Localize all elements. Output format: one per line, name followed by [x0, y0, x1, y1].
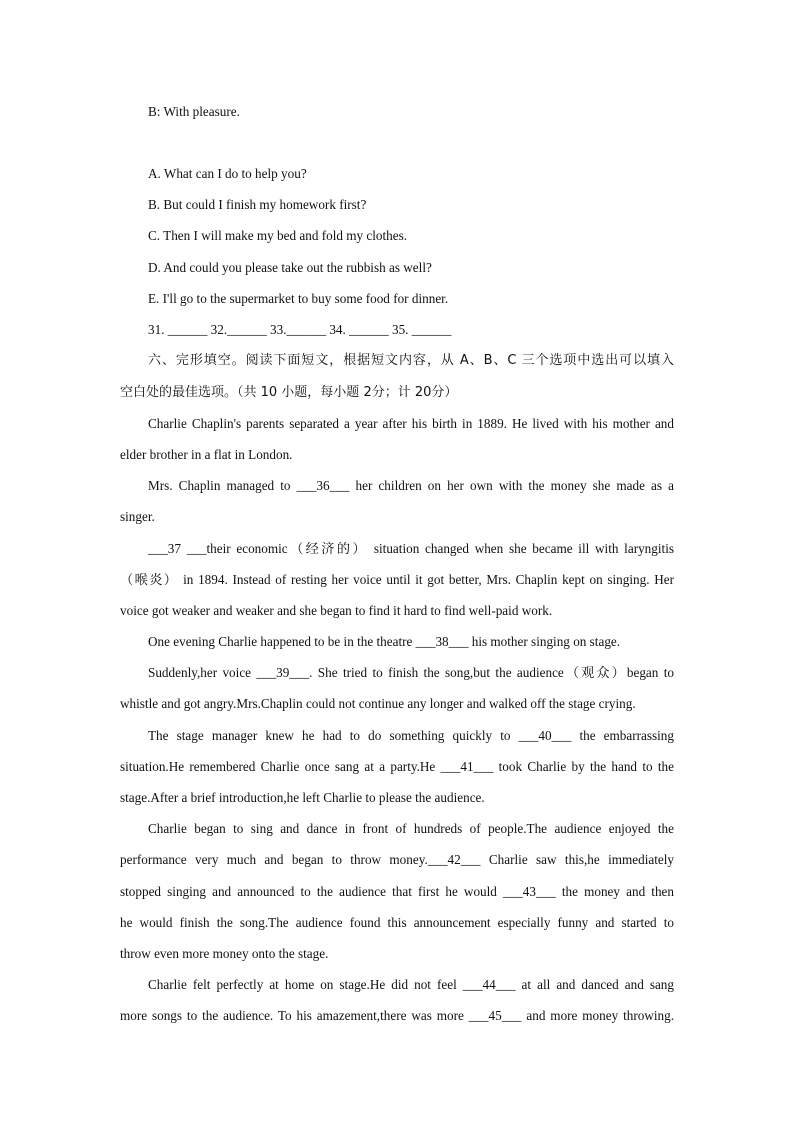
option-e: E. I'll go to the supermarket to buy some food for dinner.	[148, 291, 449, 306]
passage-line: Charlie began to sing and dance in front of hundreds of people.The audience enjoyed the	[148, 821, 674, 836]
passage-line: Charlie Chaplin's parents separated a year after his birth in 1889. He lived with his mother and	[148, 416, 674, 431]
section-six-heading-cont: 空白处的最佳选项。（共 10 小题，每小题 2分；计 20分）	[120, 385, 458, 400]
passage-line: ___37 ___their economic（经济的） situation changed when she became ill with laryngitis	[148, 541, 674, 556]
passage-line: Mrs. Chaplin managed to ___36___ her children on her own with the money she made as a	[148, 478, 674, 493]
passage-line: throw even more money onto the stage.	[120, 946, 329, 961]
answer-blanks: 31. ______ 32.______ 33.______ 34. ______ 35. ______	[148, 322, 452, 337]
passage-line: stopped singing and announced to the audience that first he would ___43___ the money and then	[120, 884, 674, 899]
passage-line: more songs to the audience. To his amazement,there was more ___45___ and more money throwing.	[120, 1008, 674, 1023]
passage-line: One evening Charlie happened to be in the theatre ___38___ his mother singing on stage.	[148, 634, 621, 649]
passage-line: he would finish the song.The audience found this announcement especially funny and started to	[120, 915, 674, 930]
passage-line: Charlie felt perfectly at home on stage.He did not feel ___44___ at all and danced and sang	[148, 977, 674, 992]
option-d: D. And could you please take out the rubbish as well?	[148, 260, 432, 275]
passage-line: whistle and got angry.Mrs.Chaplin could not continue any longer and walked off the stage crying.	[120, 696, 636, 711]
passage-line: （喉炎） in 1894. Instead of resting her voice until it got better, Mrs. Chaplin kept on singing. Her	[120, 572, 674, 587]
dialogue-b-line: B: With pleasure.	[148, 104, 240, 119]
passage-line: situation.He remembered Charlie once sang at a party.He ___41___ took Charlie by the hand to the	[120, 759, 674, 774]
option-b: B. But could I finish my homework first?	[148, 197, 367, 212]
passage-line: Suddenly,her voice ___39___. She tried to finish the song,but the audience（观众）began to	[148, 665, 674, 680]
passage-line: elder brother in a flat in London.	[120, 447, 293, 462]
section-six-heading: 六、完形填空。阅读下面短文，根据短文内容，从 A、B、C 三个选项中选出可以填入	[148, 353, 674, 368]
passage-line: The stage manager knew he had to do something quickly to ___40___ the embarrassing	[148, 728, 674, 743]
passage-line: stage.After a brief introduction,he left Charlie to please the audience.	[120, 790, 485, 805]
option-c: C. Then I will make my bed and fold my clothes.	[148, 228, 408, 243]
option-a: A. What can I do to help you?	[148, 166, 307, 181]
passage-line: performance very much and began to throw money.___42___ Charlie saw this,he immediately	[120, 852, 674, 867]
passage-line: voice got weaker and weaker and she began to find it hard to find well-paid work.	[120, 603, 553, 618]
passage-line: singer.	[120, 509, 155, 524]
